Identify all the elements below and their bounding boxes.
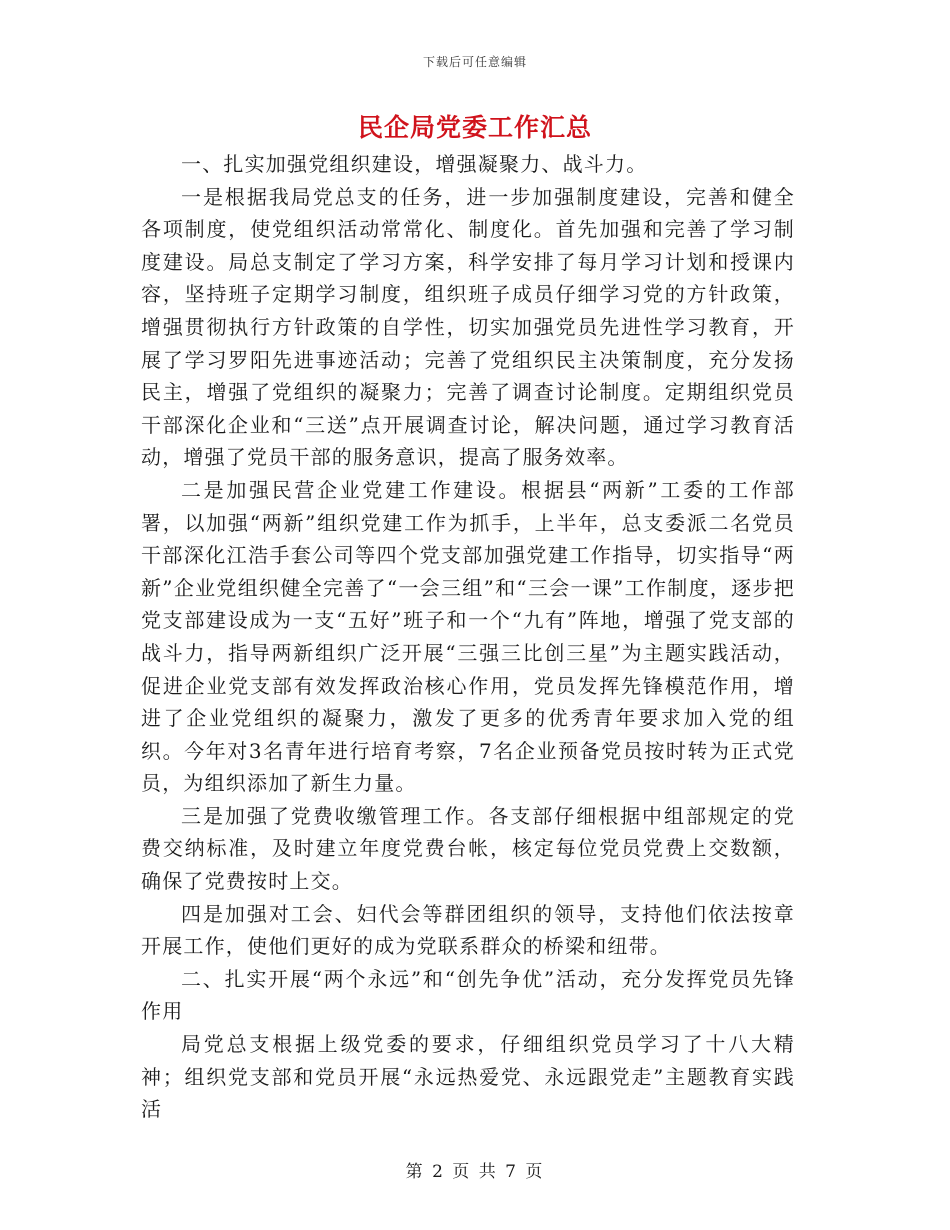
paragraph-section-2-heading: 二、扎实开展“两个永远”和“创先争优”活动，充分发挥党员先锋作用	[141, 966, 795, 1024]
header-note: 下载后可任意编辑	[422, 55, 527, 69]
document-title: 民企局党委工作汇总	[357, 113, 592, 142]
paragraph: 二是加强民营企业党建工作建设。根据县“两新”工委的工作部署，以加强“两新”组织党建工作为抓手，上半年，总支委派二名党员干部深化江浩手套公司等四个党支部加强党建工作指导，切实指导“两新”企业党组织健全完善了“一会三组”和“三会一课”工作制度，逐步把党支部建设成为一支“五好”班子和一个“九有”阵地，增强了党支部的战斗力，指导两新组织广泛开展“三强三比创三星”为主题实践活动，促进企业党支部有效发挥政治核心作用，党员发挥先锋模范作用，增进了企业党组织的凝聚力，激发了更多的优秀青年要求加入党的组织。今年对3名青年进行培育考察，7名企业预备党员按时转为正式党员，为组织添加了新生力量。	[141, 477, 795, 796]
paragraph: 四是加强对工会、妇代会等群团组织的领导，支持他们依法按章开展工作，使他们更好的成为党联系群众的桥梁和纽带。	[141, 901, 795, 959]
paragraph-section-1-heading: 一、扎实加强党组织建设，增强凝聚力、战斗力。	[181, 152, 648, 176]
document-body	[141, 148, 795, 1126]
paragraph: 一是根据我局党总支的任务，进一步加强制度建设，完善和健全各项制度，使党组织活动常常化、制度化。首先加强和完善了学习制度建设。局总支制定了学习方案，科学安排了每月学习计划和授课内容，坚持班子定期学习制度，组织班子成员仔细学习党的方针政策，增强贯彻执行方针政策的自学性，切实加强党员先进性学习教育，开展了学习罗阳先进事迹活动；完善了党组织民主决策制度，充分发扬民主，增强了党组织的凝聚力；完善了调查讨论制度。定期组织党员干部深化企业和“三送”点开展调查讨论，解决问题，通过学习教育活动，增强了党员干部的服务意识，提高了服务效率。	[141, 184, 795, 470]
paragraph: 三是加强了党费收缴管理工作。各支部仔细根据中组部规定的党费交纳标准，及时建立年度党费台帐，核定每位党员党费上交数额，确保了党费按时上交。	[141, 803, 795, 894]
page-number: 第 2 页 共 7 页	[405, 1162, 545, 1182]
paragraph: 局党总支根据上级党委的要求，仔细组织党员学习了十八大精神；组织党支部和党员开展“永远热爱党、永远跟党走”主题教育实践活	[141, 1032, 795, 1122]
